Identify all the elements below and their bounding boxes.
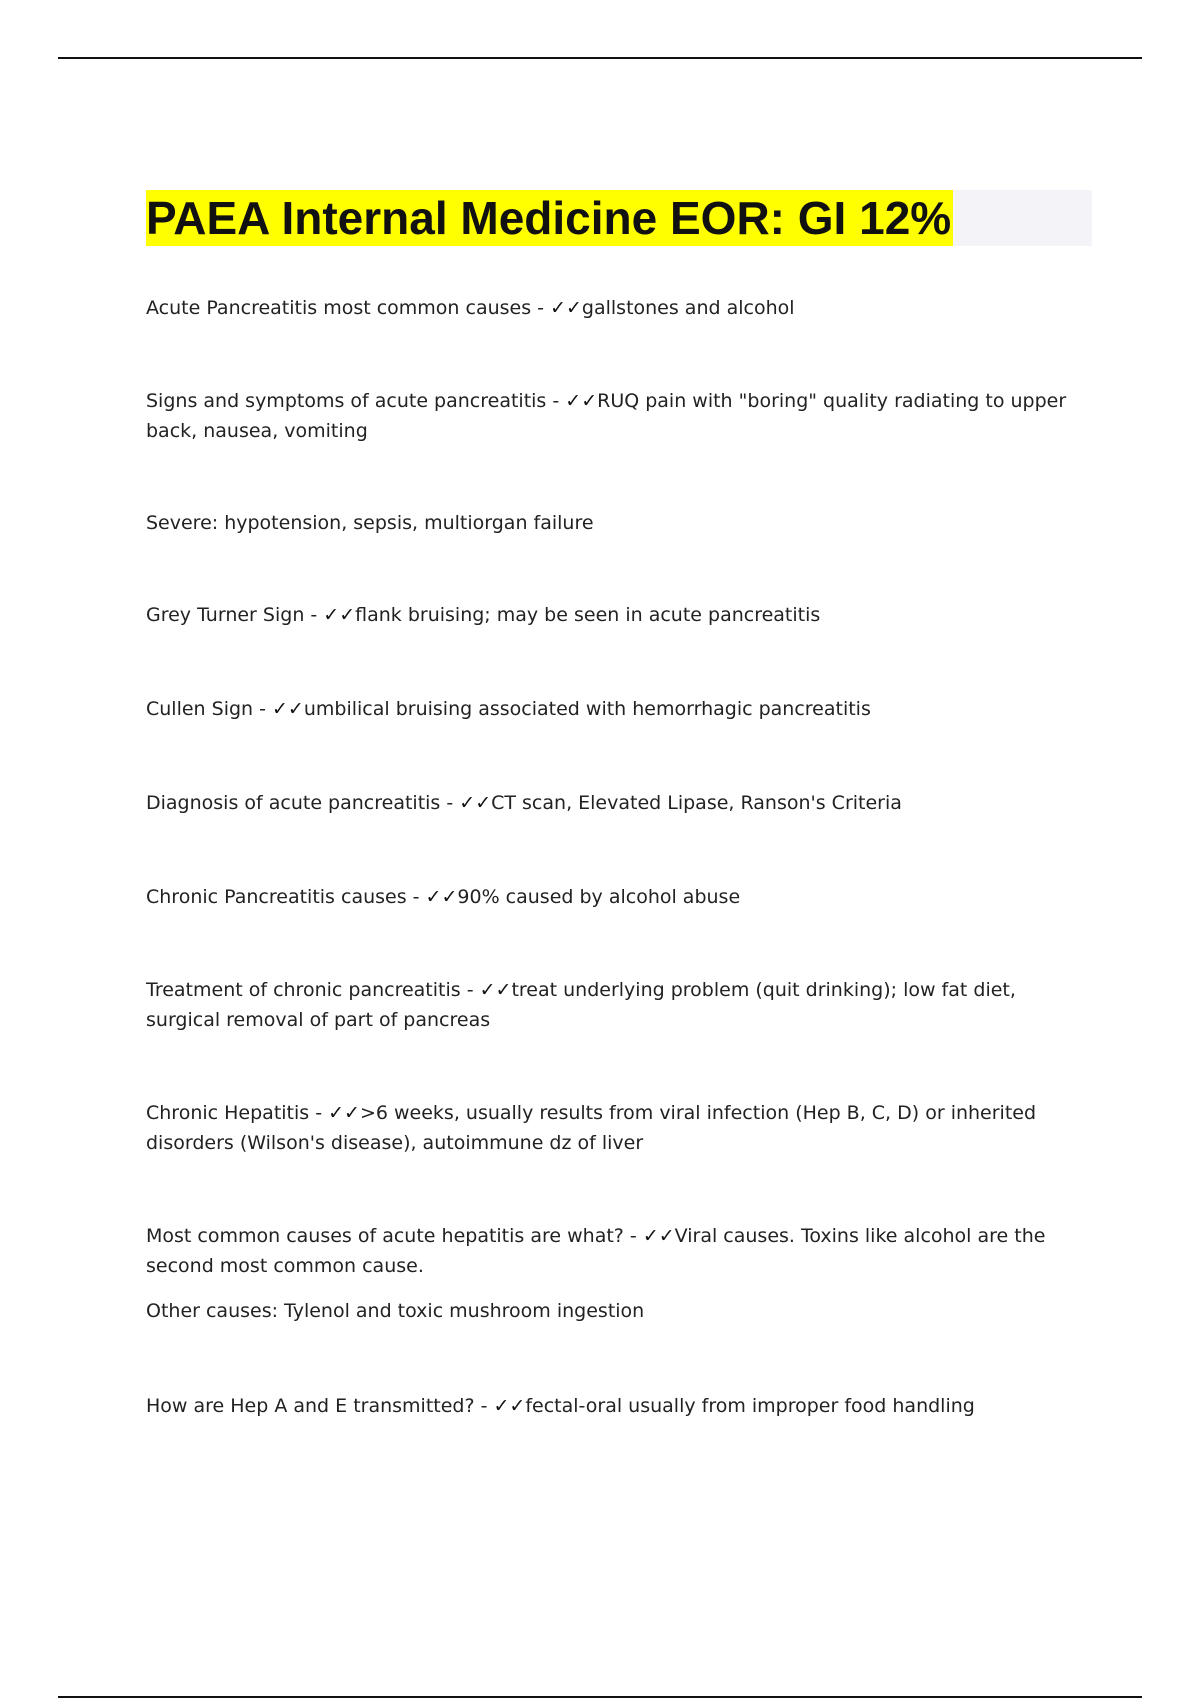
entry-answer: treat underlying problem (quit drinking); low fat diet, surgical removal of part of pancreas bbox=[146, 979, 1016, 1031]
entry-term: How are Hep A and E transmitted? - bbox=[146, 1395, 494, 1417]
double-check-icon: ✓✓ bbox=[642, 1225, 675, 1247]
double-check-icon: ✓✓ bbox=[565, 390, 598, 412]
page-title: PAEA Internal Medicine EOR: GI 12% bbox=[146, 192, 952, 244]
entry-acute-pancreatitis-causes bbox=[146, 293, 1086, 323]
entry-term: Grey Turner Sign - bbox=[146, 604, 324, 626]
entry-term: Signs and symptoms of acute pancreatitis - bbox=[146, 390, 566, 412]
bottom-rule bbox=[58, 1696, 1142, 1698]
entry-answer: RUQ pain with "boring" quality radiating to upper back, nausea, vomiting bbox=[146, 390, 1067, 442]
title-band bbox=[146, 190, 1092, 246]
top-rule bbox=[58, 57, 1142, 59]
entry-term: Treatment of chronic pancreatitis - bbox=[146, 979, 480, 1001]
double-check-icon: ✓✓ bbox=[459, 792, 492, 814]
entry-answer: Viral causes. Toxins like alcohol are the second most common cause. bbox=[146, 1225, 1046, 1277]
entry-acute-pancreatitis-symptoms bbox=[146, 386, 1086, 446]
entry-term: Cullen Sign - bbox=[146, 698, 273, 720]
entry-answer: umbilical bruising associated with hemorrhagic pancreatitis bbox=[303, 698, 871, 720]
entry-cullen-sign bbox=[146, 694, 1086, 724]
double-check-icon: ✓✓ bbox=[323, 604, 356, 626]
entry-grey-turner-sign bbox=[146, 600, 1086, 630]
double-check-icon: ✓✓ bbox=[272, 698, 304, 720]
double-check-icon: ✓✓ bbox=[425, 886, 458, 908]
entry-text: Other causes: Tylenol and toxic mushroom ingestion bbox=[146, 1300, 645, 1322]
entry-answer: >6 weeks, usually results from viral infection (Hep B, C, D) or inherited disorders (Wilson's disease), autoimmune dz of liver bbox=[146, 1102, 1037, 1154]
entry-term: Most common causes of acute hepatitis are what? - bbox=[146, 1225, 643, 1247]
entry-chronic-pancreatitis-treatment bbox=[146, 975, 1086, 1035]
double-check-icon: ✓✓ bbox=[479, 979, 512, 1001]
entry-term: Chronic Pancreatitis causes - bbox=[146, 886, 426, 908]
entry-answer: CT scan, Elevated Lipase, Ranson's Criteria bbox=[491, 792, 902, 814]
entry-term: Chronic Hepatitis - bbox=[146, 1102, 329, 1124]
double-check-icon: ✓✓ bbox=[550, 297, 582, 319]
entry-chronic-hepatitis bbox=[146, 1098, 1086, 1158]
entry-term: Diagnosis of acute pancreatitis - bbox=[146, 792, 460, 814]
entry-term: Acute Pancreatitis most common causes - bbox=[146, 297, 551, 319]
entry-acute-hepatitis-causes bbox=[146, 1221, 1086, 1281]
double-check-icon: ✓✓ bbox=[493, 1395, 526, 1417]
entry-text: Severe: hypotension, sepsis, multiorgan failure bbox=[146, 512, 594, 534]
entry-answer: fectal-oral usually from improper food handling bbox=[525, 1395, 975, 1417]
entry-chronic-pancreatitis-causes bbox=[146, 882, 1086, 912]
entry-answer: 90% caused by alcohol abuse bbox=[457, 886, 741, 908]
entry-severe-note bbox=[146, 508, 1086, 538]
entry-answer: flank bruising; may be seen in acute pancreatitis bbox=[355, 604, 821, 626]
entry-acute-pancreatitis-diagnosis bbox=[146, 788, 1086, 818]
entry-answer: gallstones and alcohol bbox=[581, 297, 795, 319]
entry-hep-a-e-transmission bbox=[146, 1391, 1086, 1421]
double-check-icon: ✓✓ bbox=[328, 1102, 360, 1124]
entry-other-causes bbox=[146, 1296, 1086, 1326]
